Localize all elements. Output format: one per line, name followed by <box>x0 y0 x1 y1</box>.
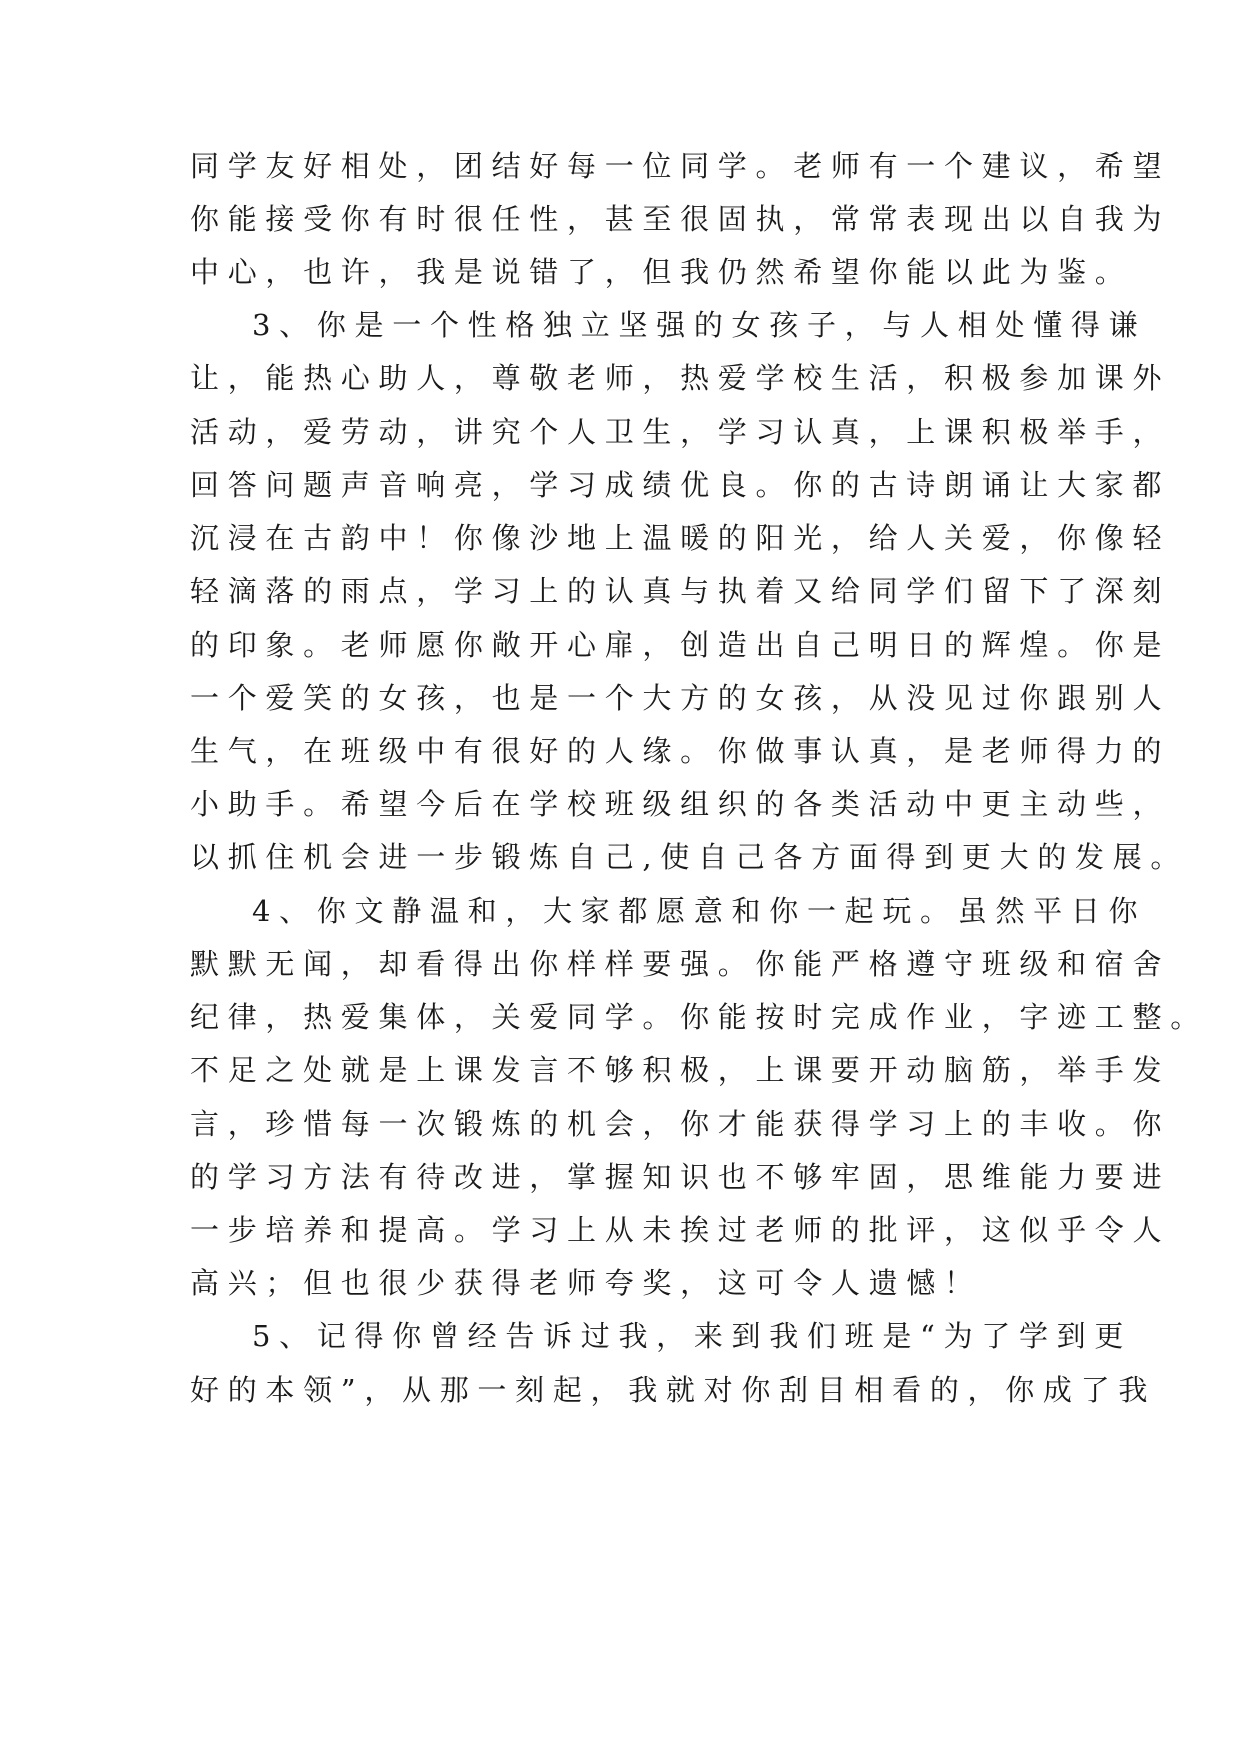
paragraph-line: 5、记得你曾经告诉过我，来到我们班是“为了学到更 <box>252 1319 1133 1353</box>
paragraph-line: 轻滴落的雨点，学习上的认真与执着又给同学们留下了深刻 <box>190 574 1171 608</box>
paragraph-line: 的学习方法有待改进，掌握知识也不够牢固，思维能力要进 <box>190 1160 1171 1194</box>
paragraph-line: 一步培养和提高。学习上从未挨过老师的批评，这似乎令人 <box>190 1213 1171 1247</box>
paragraph-line: 沉浸在古韵中！你像沙地上温暖的阳光，给人关爱，你像轻 <box>190 521 1171 555</box>
paragraph-line: 生气，在班级中有很好的人缘。你做事认真，是老师得力的 <box>190 734 1171 768</box>
paragraph-line: 小助手。希望今后在学校班级组织的各类活动中更主动些， <box>190 787 1171 821</box>
paragraph-line: 3、你是一个性格独立坚强的女孩子，与人相处懂得谦 <box>252 308 1147 342</box>
paragraph-line: 4、你文静温和，大家都愿意和你一起玩。虽然平日你 <box>252 894 1147 928</box>
paragraph-line: 的印象。老师愿你敞开心扉，创造出自己明日的辉煌。你是 <box>190 628 1171 662</box>
paragraph-line: 不足之处就是上课发言不够积极，上课要开动脑筋，举手发 <box>190 1053 1171 1087</box>
paragraph-line: 同学友好相处，团结好每一位同学。老师有一个建议，希望 <box>190 149 1171 183</box>
paragraph-line: 默默无闻，却看得出你样样要强。你能严格遵守班级和宿舍 <box>190 947 1171 981</box>
paragraph-line: 你能接受你有时很任性，甚至很固执，常常表现出以自我为 <box>190 202 1171 236</box>
paragraph-line: 言，珍惜每一次锻炼的机会，你才能获得学习上的丰收。你 <box>190 1107 1171 1141</box>
paragraph-line: 一个爱笑的女孩，也是一个大方的女孩，从没见过你跟别人 <box>190 681 1171 715</box>
paragraph-line: 好的本领”，从那一刻起，我就对你刮目相看的，你成了我 <box>190 1373 1157 1407</box>
paragraph-line: 纪律，热爱集体，关爱同学。你能按时完成作业，字迹工整。 <box>190 1000 1208 1034</box>
paragraph-line: 高兴；但也很少获得老师夸奖，这可令人遗憾！ <box>190 1266 982 1300</box>
paragraph-line: 回答问题声音响亮，学习成绩优良。你的古诗朗诵让大家都 <box>190 468 1171 502</box>
paragraph-line: 让，能热心助人，尊敬老师，热爱学校生活，积极参加课外 <box>190 361 1171 395</box>
paragraph-line: 活动，爱劳动，讲究个人卫生，学习认真，上课积极举手， <box>190 415 1171 449</box>
paragraph-line: 中心，也许，我是说错了，但我仍然希望你能以此为鉴。 <box>190 255 1133 289</box>
paragraph-line: 以抓住机会进一步锻炼自己,使自己各方面得到更大的发展。 <box>190 840 1189 874</box>
